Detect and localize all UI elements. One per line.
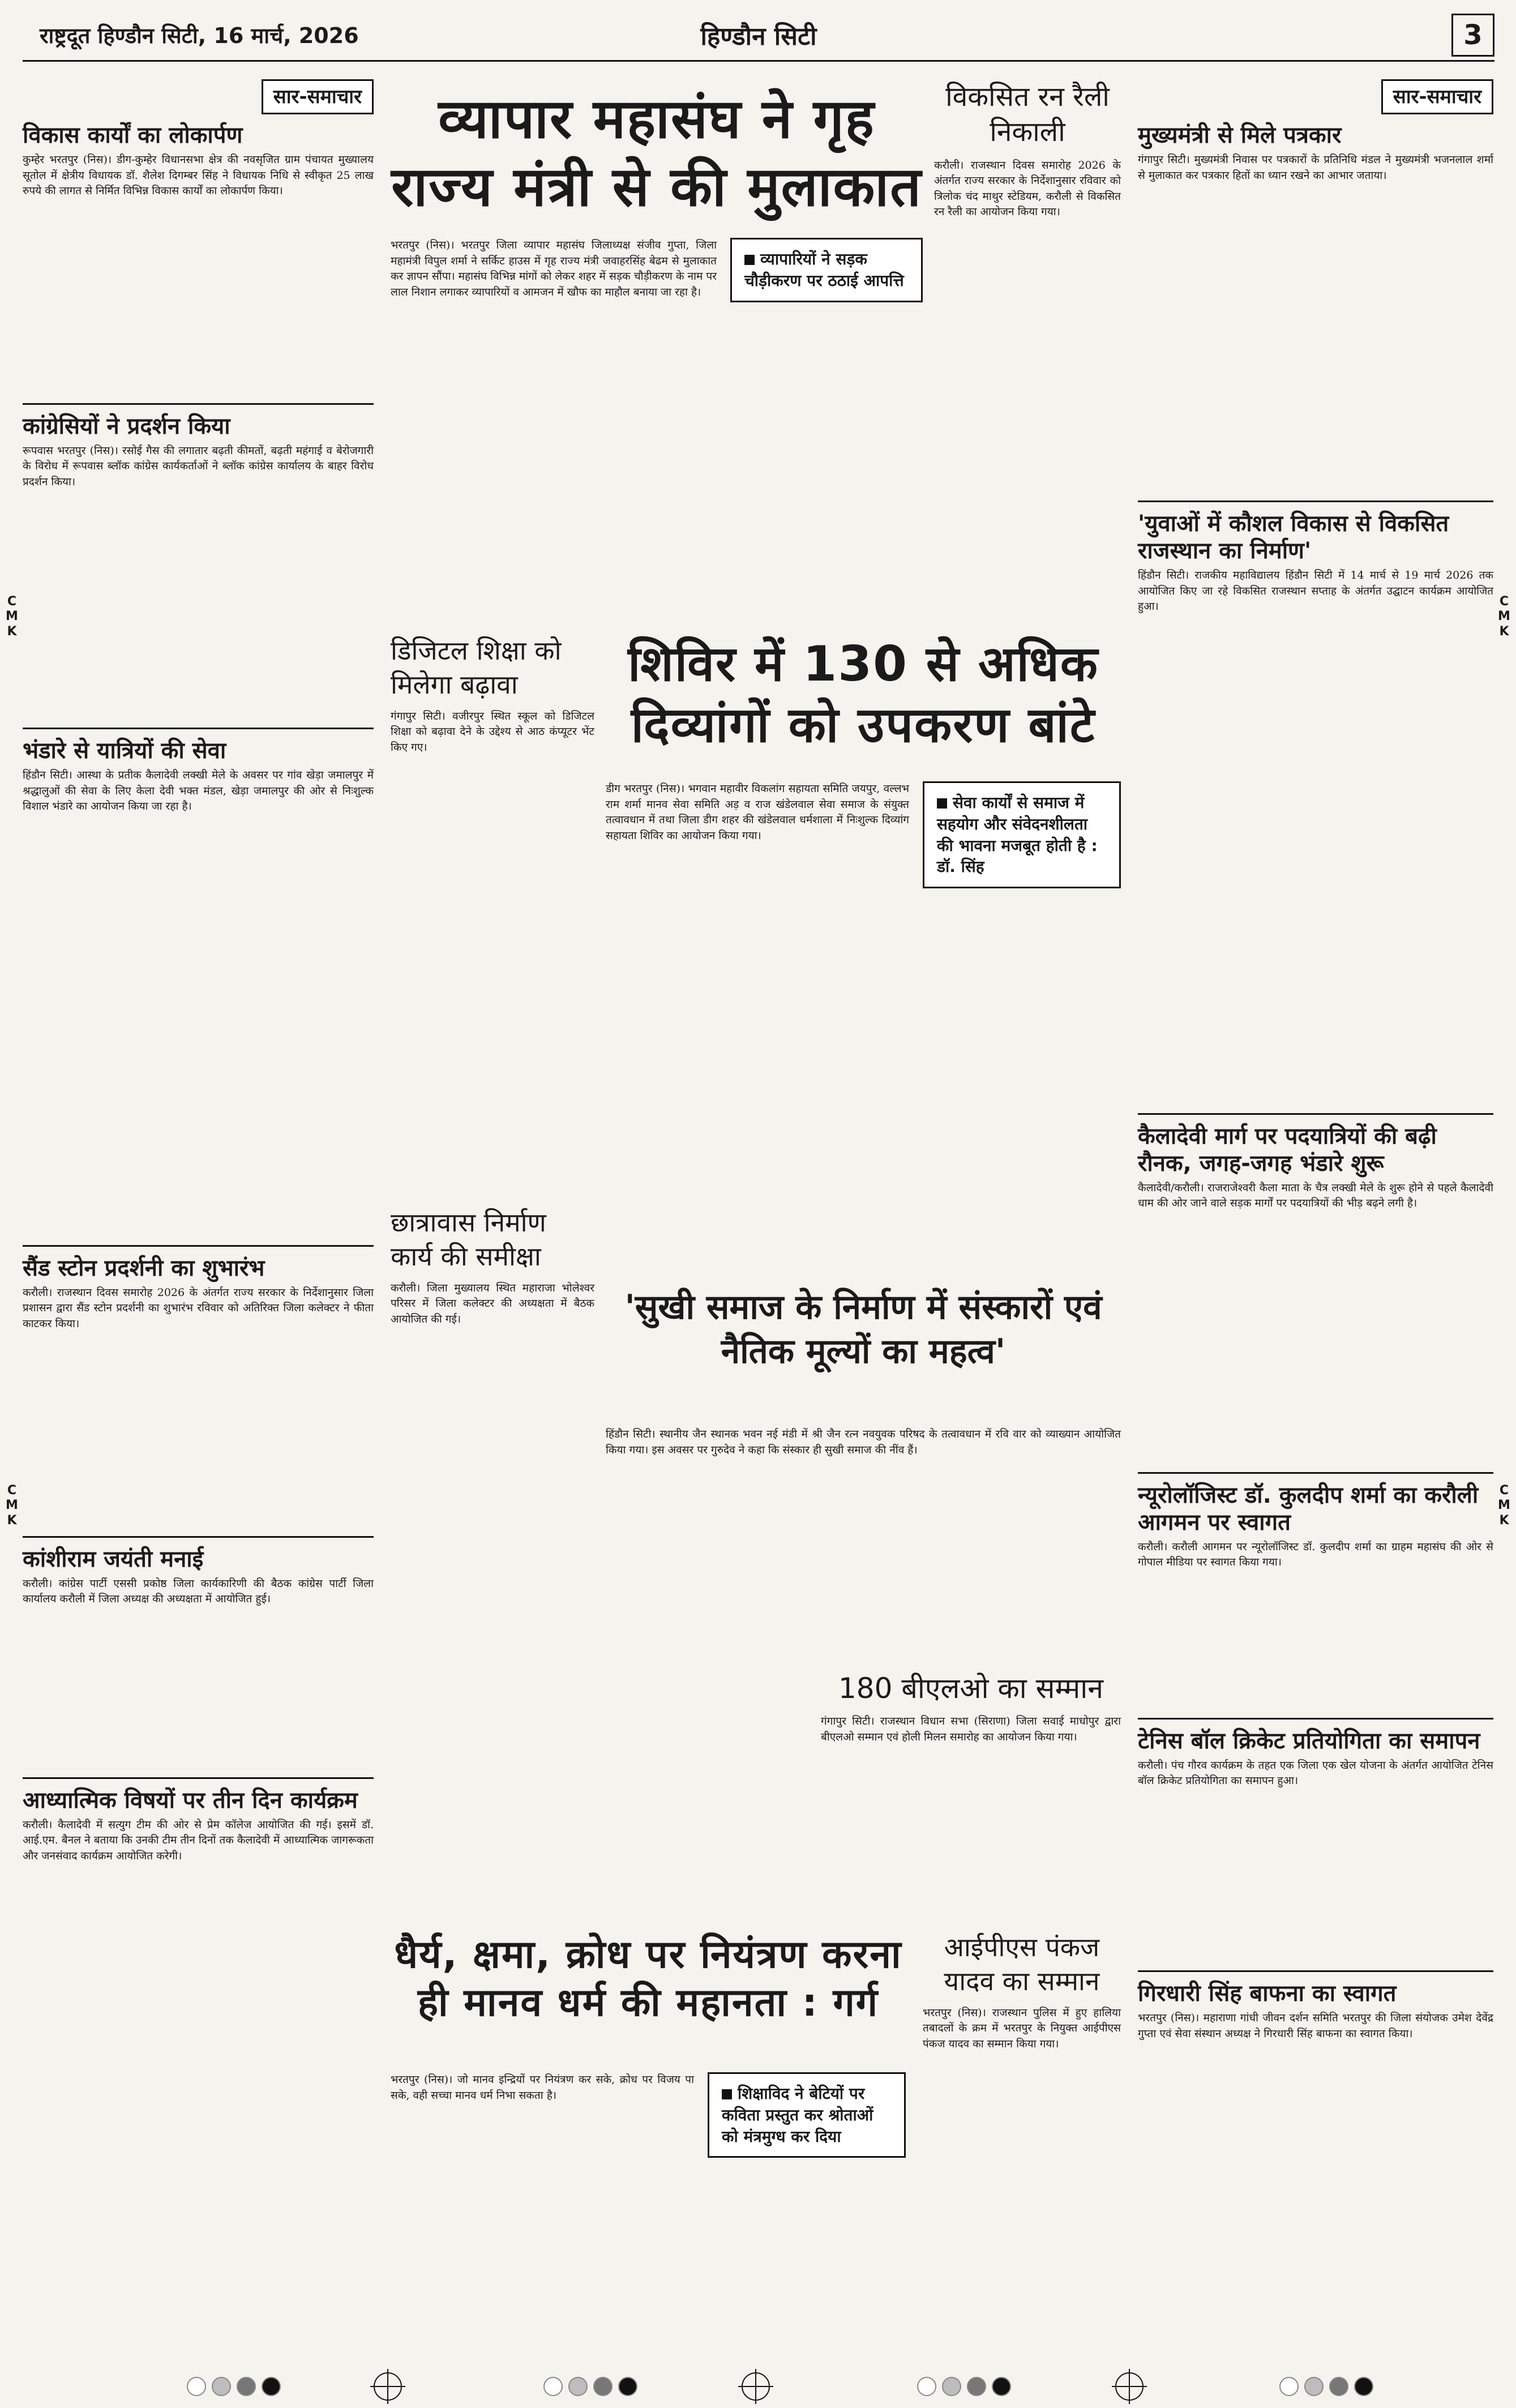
religion-quote-text: शिक्षाविद ने बेटियों पर कविता प्रस्तुत कर श्रोताओं को मंत्रमुग्ध कर दिया: [722, 2084, 873, 2146]
religion-quote: [708, 2072, 906, 2158]
story-headline: विकसित रन रैली निकाली: [945, 81, 1110, 148]
color-calibration-dots-right: [917, 2377, 1011, 2396]
story-body: गंगापुर सिटी। वजीरपुर स्थित स्कूल को डिजिटल शिक्षा को बढ़ावा देने के उद्देश्य से आठ कंप्यूटर भेंट किए गए।: [391, 709, 594, 754]
registration-mark-icon: [742, 2372, 770, 2401]
right-story-5: [1138, 1727, 1493, 1789]
main-story: [391, 238, 923, 302]
edition-line: राष्ट्रदूत हिण्डौन सिटी, 16 मार्च, 2026: [40, 23, 359, 48]
cmk-mark-left-bottom: C M K: [6, 1483, 18, 1528]
cmk-mark-right-top: C M K: [1498, 594, 1510, 639]
story-headline: टेनिस बॉल क्रिकेट प्रतियोगिता का समापन: [1138, 1727, 1480, 1754]
society-story: [606, 1427, 1121, 1458]
story-headline: विकास कार्यों का लोकार्पण: [23, 122, 243, 148]
story-headline: छात्रावास निर्माण कार्य की समीक्षा: [391, 1207, 546, 1272]
left-story-3: [23, 737, 374, 815]
story-headline: कैलादेवी मार्ग पर पदयात्रियों की बढ़ी रौनक, जगह-जगह भंडारे शुरू: [1138, 1123, 1437, 1177]
story-body: करौली। पंच गौरव कार्यक्रम के तहत एक जिला एक खेल योजना के अंतर्गत आयोजित टेनिस बॉल क्रिकेट प्रतियोगिता का समापन हुआ।: [1138, 1759, 1493, 1787]
right-story-1: [1138, 122, 1493, 183]
story-body: भरतपुर (निस)। महाराणा गांधी जीवन दर्शन समिति भरतपुर की जिला संयोजक उमेश देवेंद्र गुप्ता एवं सेवा संस्थान अध्यक्ष ने गिरधारी सिंह बाफना का स्वागत किया।: [1138, 2012, 1493, 2040]
middle-column: [391, 68, 1121, 2367]
story-body: भरतपुर (निस)। राजस्थान पुलिस में हुए हालिया तबादलों के क्रम में भरतपुर के नियुक्त आईपीएस पंकज यादव का सम्मान किया गया।: [923, 2006, 1121, 2050]
section-title: हिण्डौन सिटी: [700, 22, 817, 51]
bullet-icon: [744, 255, 755, 265]
story-body: रूपवास भरतपुर (निस)। रसोई गैस की लगातार बढ़ती कीमतों, बढ़ती महंगाई व बेरोजगारी के विरोध में रूपवास ब्लॉक कांग्रेस कार्यकर्ताओं ने ब्लॉक कांग्रेस कार्यालय के बाहर विरोध प्रदर्शन किया।: [23, 444, 374, 488]
camp-story: [606, 781, 1121, 888]
registration-mark-icon: [1115, 2372, 1144, 2401]
right-story-4: [1138, 1482, 1493, 1571]
camp-headline: शिविर में 130 से अधिक दिव्यांगों को उपकरण बांटे: [628, 636, 1099, 754]
main-story-body: भरतपुर (निस)। भरतपुर जिला व्यापार महासंघ जिलाध्यक्ष संजीव गुप्ता, जिला महामंत्री विपुल शर्मा ने सर्किट हाउस में गृह राज्य मंत्री जवाहरसिंह बेढम से मुलाकात कर ज्ञापन सौंपा। महासंघ विभिन्न मांगों को लेकर शहर में सड़क चौड़ीकरण के नाम पर लाल निशान लगाकर व्यापारियों व आमजन में खौफ का माहौल बनाया जा रहा है।: [391, 239, 717, 298]
story-headline: डिजिटल शिक्षा को मिलेगा बढ़ावा: [391, 635, 562, 700]
story-body: कुम्हेर भरतपुर (निस)। डीग-कुम्हेर विधानसभा क्षेत्र की नवसृजित ग्राम पंचायत मुख्यालय सूतोल में क्षेत्रीय विधायक डॉ. शैलेश दिगम्बर सिंह ने विधायक निधि से स्वीकृत 25 लाख रुपये की लागत से निर्मित विभिन्न विकास कार्यों का लोकार्पण किया।: [23, 153, 374, 198]
left-story-6: [23, 1787, 374, 1864]
main-headline: व्यापार महासंघ ने गृह राज्य मंत्री से की मुलाकात: [391, 87, 922, 219]
religion-story: [391, 2072, 906, 2158]
story-body: करौली। जिला मुख्यालय स्थित महाराजा भोलेश्वर परिसर में जिला कलेक्टर की अध्यक्षता में बैठक आयोजित की गई।: [391, 1281, 594, 1325]
ips-honour-story: [923, 1931, 1121, 2052]
registration-mark-icon: [374, 2372, 402, 2401]
left-section-tag: सार-समाचार: [262, 79, 374, 114]
main-quote: [730, 238, 923, 302]
society-headline: 'सुखी समाज के निर्माण में संस्कारों एवं नैतिक मूल्यों का महत्व': [624, 1288, 1102, 1371]
bullet-icon: [722, 2089, 732, 2099]
story-headline: मुख्यमंत्री से मिले पत्रकार: [1138, 122, 1342, 148]
blo-honour-story: [821, 1670, 1121, 1745]
right-story-2: [1138, 510, 1493, 615]
right-section-tag: सार-समाचार: [1381, 79, 1493, 114]
story-headline: 180 बीएलओ का सम्मान: [838, 1672, 1103, 1705]
left-column: [23, 68, 374, 2367]
color-calibration-dots-center: [543, 2377, 637, 2396]
left-story-5: [23, 1546, 374, 1607]
left-story-2: [23, 413, 374, 490]
story-headline: कांग्रेसियों ने प्रदर्शन किया: [23, 413, 230, 439]
bullet-icon: [937, 798, 947, 809]
story-headline: आईपीएस पंकज यादव का सम्मान: [944, 1932, 1100, 1996]
story-body: करौली। करौली आगमन पर न्यूरोलॉजिस्ट डॉ. कुलदीप शर्मा का ग्राहम महासंघ की ओर से गोपाल मीडिया पर स्वागत किया गया।: [1138, 1540, 1493, 1569]
right-story-3: [1138, 1123, 1493, 1212]
hostel-review-story: [391, 1206, 594, 1327]
story-body: कैलादेवी/करौली। राजराजेश्वरी कैला माता के चैत्र लक्खी मेले के शुरू होने से पहले कैलादेवी धाम की ओर जाने वाले सड़क मार्गों पर पदयात्रियों की भीड़ बढ़ने लगी है।: [1138, 1181, 1493, 1210]
page-header: [23, 8, 1494, 62]
left-story-4: [23, 1255, 374, 1332]
story-headline: भंडारे से यात्रियों की सेवा: [23, 738, 226, 764]
left-story-1: [23, 122, 374, 199]
page-number: 3: [1451, 14, 1494, 57]
story-headline: आध्यात्मिक विषयों पर तीन दिन कार्यक्रम: [23, 1787, 358, 1814]
story-body: करौली। राजस्थान दिवस समारोह 2026 के अंतर्गत राज्य सरकार के निर्देशानुसार जिला प्रशासन द्वारा सैंड स्टोन प्रदर्शनी का शुभारंभ रविवार को अतिरिक्त जिला कलेक्टर ने फीता काटकर किया।: [23, 1286, 374, 1331]
story-headline: सैंड स्टोन प्रदर्शनी का शुभारंभ: [23, 1255, 265, 1281]
story-headline: कांशीराम जयंती मनाई: [23, 1546, 204, 1572]
cmk-mark-right-bottom: C M K: [1498, 1483, 1510, 1528]
story-body: गंगापुर सिटी। मुख्यमंत्री निवास पर पत्रकारों के प्रतिनिधि मंडल ने मुख्यमंत्री भजनलाल शर्मा से मुलाकात कर पत्रकार हितों का ध्यान रखने का आभार जताया।: [1138, 153, 1493, 182]
society-story-body: हिंडौन सिटी। स्थानीय जैन स्थानक भवन नई मंडी में श्री जैन रत्न नवयुवक परिषद के तत्वावधान में रवि वार को व्याख्यान आयोजित किया गया। इस अवसर पर गुरुदेव ने कहा कि संस्कार ही सुखी समाज की नींव हैं।: [606, 1428, 1121, 1456]
camp-quote-text: सेवा कार्यों से समाज में सहयोग और संवेदनशीलता की भावना मजबूत होती है : डॉ. सिंह: [937, 793, 1098, 876]
right-story-6: [1138, 1980, 1493, 2042]
side-story-run-rally: [934, 79, 1121, 220]
color-calibration-dots-far-right: [1279, 2377, 1373, 2396]
color-calibration-dots-left: [187, 2377, 281, 2396]
story-body: हिंडौन सिटी। आस्था के प्रतीक कैलादेवी लक्खी मेले के अवसर पर गांव खेड़ा जमालपुर में श्रद्धालुओं की सेवा के लिए केला देवी भक्त मंडल, खेड़ा जमालपुर की ओर से निःशुल्क विशाल भंडारे का आयोजन किया जा रहा है।: [23, 769, 374, 813]
cmk-mark-left-top: C M K: [6, 594, 18, 639]
story-body: करौली। राजस्थान दिवस समारोह 2026 के अंतर्गत राज्य सरकार के निर्देशानुसार रविवार को त्रिलोक चंद माथुर स्टेडियम, करौली से विकसित रन रैली का आयोजन किया गया।: [934, 159, 1121, 219]
religion-story-body: भरतपुर (निस)। जो मानव इन्द्रियों पर नियंत्रण कर सके, क्रोध पर विजय पा सके, वही सच्चा मानव धर्म निभा सकता है।: [391, 2073, 694, 2102]
main-quote-text: व्यापारियों ने सड़क चौड़ीकरण पर ठठाई आपत्ति: [744, 250, 904, 290]
religion-headline: धैर्य, क्षमा, क्रोध पर नियंत्रण करना ही मानव धर्म की महानता : गर्ग: [394, 1932, 902, 2025]
story-body: गंगापुर सिटी। राजस्थान विधान सभा (सिराणा) जिला सवाई माधोपुर द्वारा बीएलओ सम्मान एवं होली मिलन समारोह का आयोजन किया गया।: [821, 1715, 1121, 1743]
right-column: [1138, 68, 1493, 2367]
digital-education-story: [391, 634, 594, 755]
camp-quote: [923, 781, 1121, 888]
story-body: करौली। कांग्रेस पार्टी एससी प्रकोष्ठ जिला कार्यकारिणी की बैठक कांग्रेस पार्टी जिला कार्यालय करौली में जिला अध्यक्ष की अध्यक्षता में आयोजित हुई।: [23, 1577, 374, 1606]
story-body: करौली। कैलादेवी में सत्युग टीम की ओर से प्रेम कॉलेज आयोजित की गई। इसमें डॉ. आई.एम. बैनल ने बताया कि उनकी टीम तीन दिनों तक कैलादेवी में आध्यात्मिक जागरूकता और जनसंवाद कार्यक्रम आयोजित करेगी।: [23, 1818, 374, 1862]
camp-story-body: डीग भरतपुर (निस)। भगवान महावीर विकलांग सहायता समिति जयपुर, वल्लभ राम शर्मा मानव सेवा समिति अड़ व राज खंडेलवाल सेवा समाज के संयुक्त तत्वावधान में तथा जिला डीग शहर की खंडेलवाल धर्मशाला में निःशुल्क दिव्यांग सहायता शिविर का आयोजन किया गया।: [606, 782, 909, 842]
story-headline: 'युवाओं में कौशल विकास से विकसित राजस्थान का निर्माण': [1138, 511, 1449, 564]
story-headline: गिरधारी सिंह बाफना का स्वागत: [1138, 1981, 1397, 2007]
story-body: हिंडौन सिटी। राजकीय महाविद्यालय हिंडौन सिटी में 14 मार्च से 19 मार्च 2026 तक आयोजित किए जा रहे विकसित राजस्थान सप्ताह के अंतर्गत उद्घाटन कार्यक्रम आयोजित हुआ।: [1138, 569, 1493, 613]
story-headline: न्यूरोलॉजिस्ट डॉ. कुलदीप शर्मा का करौली आगमन पर स्वागत: [1138, 1482, 1479, 1536]
